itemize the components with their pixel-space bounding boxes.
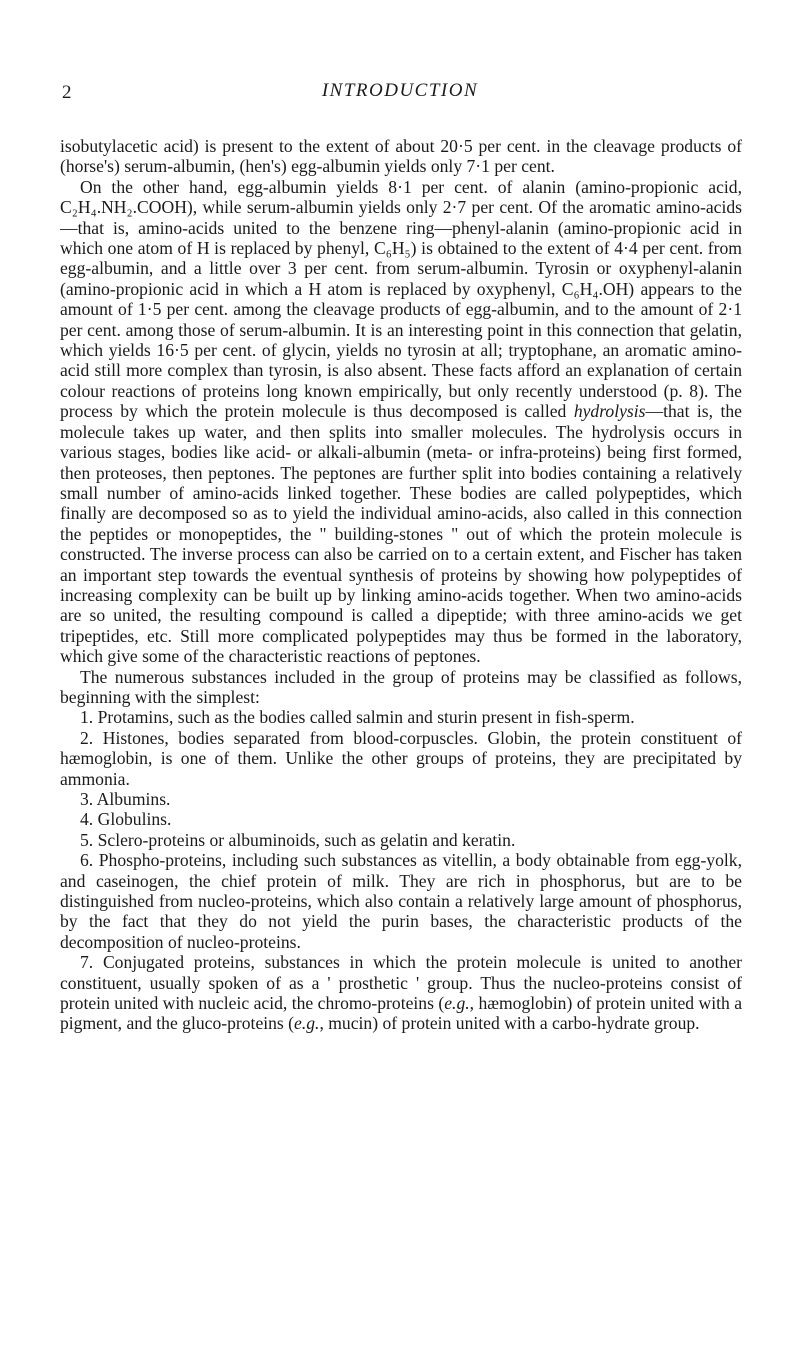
list-item-conjugated-proteins [60,952,742,1034]
list-number: 4. [80,809,94,830]
list-text: Phospho-proteins, including such substances as vitellin, a body obtainable from egg-yolk, and caseinogen, the chief protein of milk. They are rich in phosphorus, but are to be distinguished from nucleo-proteins, which also contain a relatively large amount of phosphorus, by the fact that they do not yield the purin bases, the characteristic products of the decomposition of nucleo-proteins. [60,850,742,952]
list-text: Globulins. [97,809,172,830]
list-text: Protamins, such as the bodies called salmin and sturin present in fish-sperm. [97,707,635,728]
paragraph-text: On the other hand, egg-albumin yields 8·1 per cent. of alanin (amino-propionic acid, C₂H₄.NH₂.COOH), while serum-albumin yields only 2·7 per cent. Of the aromatic amino-acids—that is, amino-acids united to the benzene ring—phenyl-alanin (amino-propionic acid in which one atom of H is replaced by phenyl, C₆H₅) is obtained to the extent of 4·4 per cent. from egg-albumin, and a little over 3 per cent. from serum-albumin. Tyrosin or oxyphenyl-alanin (amino-propionic acid in which a H atom is replaced by oxyphenyl, C₆H₄.OH) appears to the amount of 1·5 per cent. among the cleavage products of egg-albumin, and to the amount of 2·1 per cent. among those of serum-albumin. It is an interesting point in this connection that gelatin, which yields 16·5 per cent. of glycin, yields no tyrosin at all; tryptophane, an aromatic amino-acid still more complex than tyrosin, is also absent. These facts afford an explanation of certain colour reactions of proteins long known empirically, but only recently understood (p. 8). The process by which the protein molecule is thus decomposed is called [60,176,742,422]
paragraph-hydrolysis [60,177,742,667]
term-hydrolysis: hydrolysis [573,401,646,422]
list-text: , mucin) of protein united with a carbo-hydrate group. [319,1013,700,1034]
paragraph-classification-intro: The numerous substances included in the group of proteins may be classified as follows, beginning with the simplest: [60,666,742,707]
list-text: Histones, bodies separated from blood-corpuscles. Globin, the protein constituent of hæmoglobin, is one of them. Unlike the other groups of proteins, they are precipitated by ammonia. [60,727,743,789]
list-text: Albumins. [96,789,171,809]
list-item-protamins [60,707,742,727]
paragraph-continued: isobutylacetic acid) is present to the extent of about 20·5 per cent. in the cleavage products of (horse's) serum-albumin, (hen's) egg-albumin yields only 7·1 per cent. [60,136,742,177]
paragraph-text: —that is, the molecule takes up water, and then splits into smaller molecules. The hydrolysis occurs in various stages, bodies like acid- or alkali-albumin (meta- or infra-proteins) being first formed, then proteoses, then peptones. The peptones are further split into bodies containing a relatively small number of amino-acids linked together. These bodies are called polypeptides, which finally are decomposed so as to yield the individual amino-acids, also called in this connection the peptides or monopeptides, the " building-stones " out of which the protein molecule is constructed. The inverse process can also be carried on to a certain extent, and Fischer has taken an important step towards the eventual synthesis of proteins by showing how polypeptides of increasing complexity can be built up by linking amino-acids together. When two amino-acids are so united, the resulting compound is called a dipeptide; with three amino-acids we get tripeptides, etc. Still more complicated polypeptides may thus be formed in the laboratory, which give some of the characteristic reactions of peptones. [60,401,742,667]
list-item-phospho-proteins [60,850,742,952]
list-item-globulins [60,809,742,829]
abbreviation-eg: e.g. [444,993,470,1014]
running-head: INTRODUCTION [321,80,479,101]
page-number: 2 [62,82,72,103]
list-number: 2. [80,727,94,748]
abbreviation-eg: e.g. [294,1013,320,1034]
list-item-albumins [60,789,742,809]
list-number: 5. [80,829,94,850]
list-item-sclero-proteins [60,830,742,850]
list-text: Conjugated proteins, substances in which the protein molecule is united to another constituent, usually spoken of as a ' prosthetic ' group. Thus the nucleo-proteins consist of protein united with nucleic acid, the chromo-proteins ( [60,952,742,1014]
list-number: 3. [80,789,94,809]
body-text [60,136,742,1034]
list-text: , hæmoglobin) of protein united with a pigment, and the gluco-proteins ( [60,993,743,1034]
list-text: Sclero-proteins or albuminoids, such as gelatin and keratin. [97,829,516,850]
list-item-histones [60,728,742,789]
list-number: 6. [80,850,94,871]
list-number: 7. [80,952,94,973]
list-number: 1. [80,707,94,728]
